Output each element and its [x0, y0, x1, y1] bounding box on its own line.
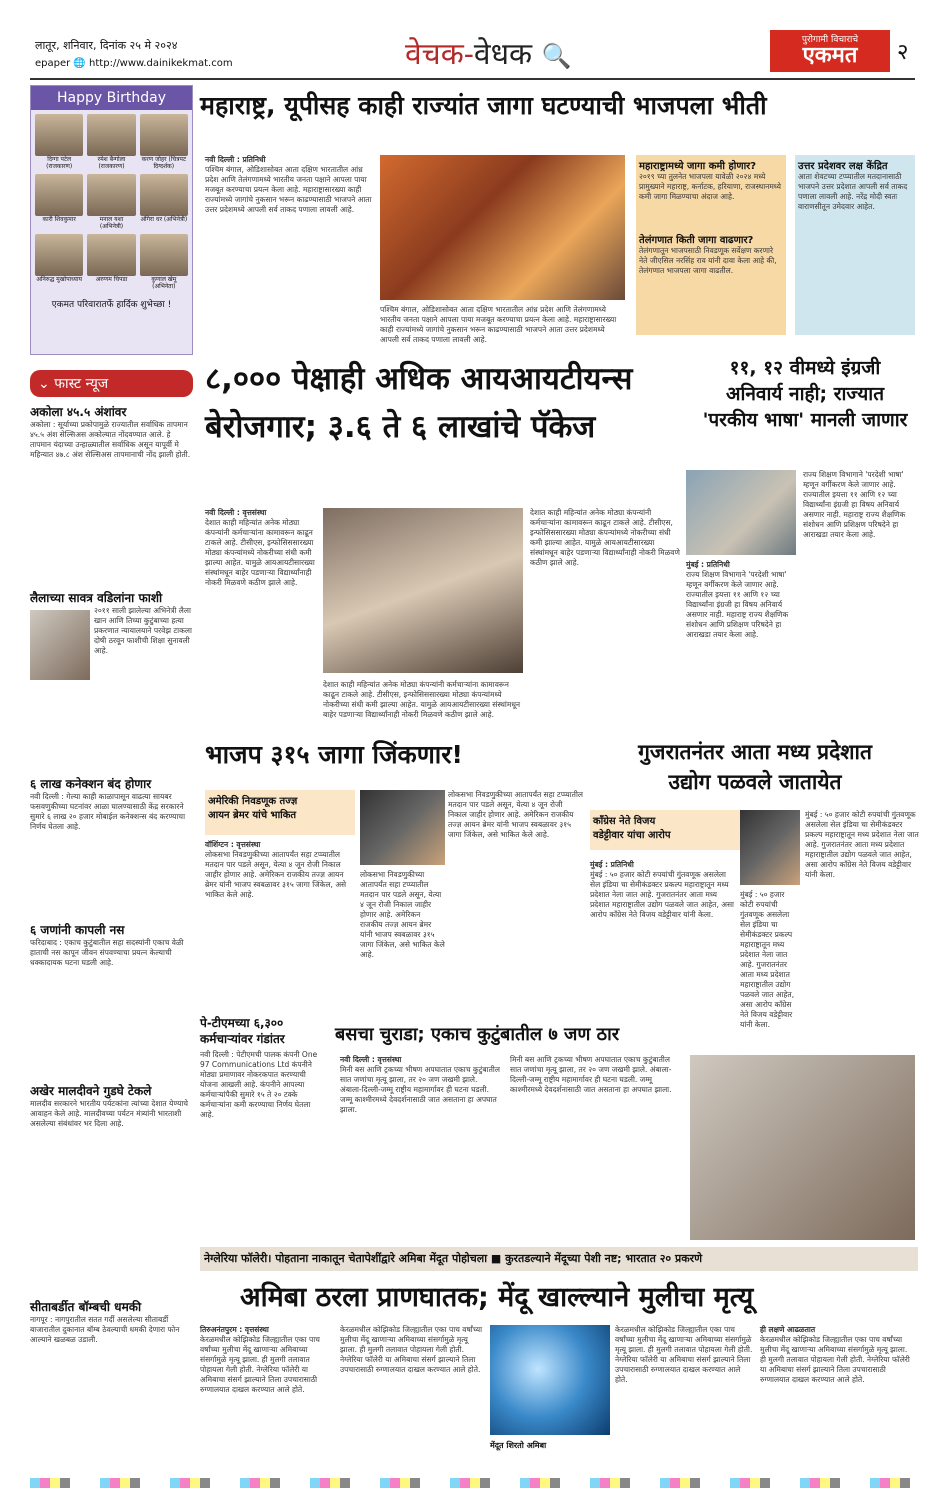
- birthday-person: [140, 234, 188, 290]
- iit-dateline: नवी दिल्ली : वृत्तसंस्था: [205, 508, 267, 517]
- amoeba-side-column: ही लक्षणे आढळतात केरळमधील कोझिकोड जिल्ह्यातील एका पाच वर्षांच्या मुलीचा मेंदू खाणाऱ्या अमिबाच्या संसर्गामुळे मृत्यू झाला. ही मुलगी तलावात पोहायला गेली होती. नेग्लेरिया फॉलेरी या अमिबाचा संसर्ग झाल्याने तिला उपचारासाठी रुग्णालयात दाखल करण्यात आले होते.: [760, 1325, 910, 1384]
- portrait: [140, 174, 188, 216]
- amoeba-body-column: केरळमधील कोझिकोड जिल्ह्यातील एका पाच वर्षांच्या मुलीचा मेंदू खाणाऱ्या अमिबाच्या संसर्गामुळे मृत्यू झाला. ही मुलगी तलावात पोहायला गेली होती. नेग्लेरिया फॉलेरी या अमिबाचा संसर्ग झाल्याने तिला उपचारासाठी रुग्णालयात दाखल करण्यात आले होते.: [340, 1325, 483, 1374]
- ian-bremmer-photo: [360, 790, 445, 865]
- gujarat-body: मुंबई : प्रतिनिधी मुंबई : ५० हजार कोटी रुपयांची गुंतवणूक असलेला सेल इंडिया चा सेमीकंडक्टर प्रकल्प महाराष्ट्रातून मध्य प्रदेशात नेला जात आहे. गुजरातनंतर आता मध्य प्रदेशात महाराष्ट्रातील उद्योग पळवले जात आहेत, असा आरोप काँग्रेस नेते विजय वडेट्टीवार यांनी केला.: [590, 860, 734, 919]
- birthday-person: [87, 234, 135, 290]
- box-body: आता शेवटच्या टप्प्यातील मतदानासाठी भाजपने उत्तर प्रदेशात आपली सर्व ताकद पणाला लावली आहे. नरेंद्र मोदी स्वतः वाराणसीतून उमेदवार आहेत.: [798, 172, 908, 211]
- news-ticker: नेग्लेरिया फॉलेरी। पोहताना नाकातून चेतापेशींद्वारे अमिबा मेंदूत पोहोचला ■ कुरतडल्याने मेंदूच्या पेशी नष्ट; भारतात २० प्रकरणे: [200, 1247, 918, 1271]
- bus-accident-photo: [690, 1055, 915, 1240]
- news-item: [30, 589, 193, 769]
- lead-body: नवी दिल्ली : प्रतिनिधी पश्चिम बंगाल, ओडिशासोबत आता दक्षिण भारतातील आंध्र प्रदेश आणि तेलंगणामध्ये भारतीय जनता पक्षाने आपला पाया मजबूत करण्याचा प्रयत्न केला आहे. महाराष्ट्रासारख्या काही राज्यांमध्ये जागांचे नुकसान भरून काढण्यासाठी भाजपने आता उत्तर प्रदेशमध्ये आपली सर्व ताकद पणाला लावली आहे.: [205, 155, 372, 214]
- birthday-person: [87, 114, 135, 170]
- lead-sidebar-box: [636, 155, 786, 335]
- bus-dateline: नवी दिल्ली : वृत्तसंस्था: [340, 1055, 402, 1064]
- english-body: मुंबई : प्रतिनिधी राज्य शिक्षण विभागाने 'परदेशी भाषा' म्हणून वर्गीकरण केले जाणार आहे. राज्यातील इयत्ता ११ आणि १२ च्या विद्यार्थ्यांना इंग्रजी हा विषय अनिवार्य असणार नाही. महाराष्ट्र राज्य शैक्षणिक संशोधन आणि प्रशिक्षण परिषदेने हा आराखडा तयार केला आहे.: [686, 560, 789, 639]
- iit-headline-line1: ८,००० पेक्षाही अधिक आयआयटीयन्स: [205, 361, 633, 397]
- person-name: अनिरुद्ध मुखोपाध्याय: [36, 276, 82, 283]
- box-body: तेलंगणातून भाजपसाठी निवडणूक सर्वेक्षण करणारे नेते जीएसिल नरसिंह राव यांनी दावा केला आहे की, तेलंगणात भाजपला जागा वाढतील.: [639, 246, 777, 275]
- gujarat-headline-line2: उद्योग पळवले जातायेत: [668, 770, 842, 794]
- masthead-part-b: वेधक: [473, 37, 533, 72]
- masthead: [405, 32, 572, 73]
- person-name: करण जोहर (चित्रपट दिग्दर्शक): [141, 156, 186, 170]
- news-headline: लैलाच्या सावत्र वडिलांना फाशी: [30, 591, 163, 605]
- news-item: [30, 1298, 193, 1458]
- birthday-person: [87, 174, 135, 230]
- person-name: अरुणम चिपडा: [95, 276, 128, 283]
- rally-photo: [380, 155, 625, 300]
- english-headline: [690, 355, 920, 433]
- bus-headline: बसचा चुराडा; एकाच कुटुंबातील ७ जण ठार: [335, 1024, 620, 1045]
- bjp315-body-continued: लोकसभा निवडणुकीच्या आतापर्यंत सहा टप्प्यातील मतदान पार पडले असून, येत्या ४ जून रोजी निकाल जाहीर होणार आहे. अमेरिकन राजकीय तज्ज्ञ आयन ब्रेमर यांनी भाजप स्वबळावर ३१५ जागा जिंकेल, असे भाकित केले आहे.: [360, 870, 445, 959]
- bus-body: नवी दिल्ली : वृत्तसंस्था मिनी बस आणि ट्रकच्या भीषण अपघातात एकाच कुटुंबातील सात जणांचा मृत्यू झाला, तर २० जण जखमी झाले. अंबाला-दिल्ली-जम्मू राष्ट्रीय महामार्गावर ही घटना घडली. जम्मू काश्मीरमध्ये देवदर्शनासाठी जात असताना हा अपघात झाला.: [340, 1055, 500, 1114]
- kicker-line1: काँग्रेस नेते विजय: [593, 816, 656, 827]
- amoeba-headline: अमिबा ठरला प्राणघातक; मेंदू खाल्ल्याने मुलीचा मृत्यू: [240, 1282, 754, 1313]
- portrait: [87, 114, 135, 156]
- birthday-person: [35, 234, 83, 290]
- box-heading: महाराष्ट्रामध्ये जागा कमी होणार?: [639, 161, 757, 172]
- paytm-headline-line1: पे-टीएमच्या ६,३००: [200, 1016, 284, 1030]
- amoeba-caption: मेंदूत शिरतो अमिबा: [490, 1441, 547, 1450]
- bjp315-dateline: वॉशिंग्टन : वृत्तसंस्था: [205, 840, 261, 849]
- lead-dateline: नवी दिल्ली : प्रतिनिधी: [205, 155, 266, 164]
- portrait: [140, 234, 188, 276]
- magnifier-icon: 🔍: [541, 42, 572, 70]
- birthday-person: [140, 114, 188, 170]
- amoeba-microscope-photo: [490, 1325, 610, 1435]
- bjp315-body: वॉशिंग्टन : वृत्तसंस्था लोकसभा निवडणुकीच्या आतापर्यंत सहा टप्प्यातील मतदान पार पडले असून, येत्या ४ जून रोजी निकाल जाहीर होणार आहे. अमेरिकन राजकीय तज्ज्ञ आयन ब्रेमर यांनी भाजप स्वबळावर ३१५ जागा जिंकेल, असे भाकित केले आहे.: [205, 840, 347, 899]
- bus-body-column: मिनी बस आणि ट्रकच्या भीषण अपघातात एकाच कुटुंबातील सात जणांचा मृत्यू झाला, तर २० जण जखमी झाले. अंबाला-दिल्ली-जम्मू राष्ट्रीय महामार्गावर ही घटना घडली. जम्मू काश्मीरमध्ये देवदर्शनासाठी जात असताना हा अपघात झाला.: [510, 1055, 672, 1094]
- news-headline: अकोला ४५.५ अंशांवर: [30, 405, 127, 419]
- english-headline-line1: ११, १२ वीमध्ये इंग्रजी: [729, 357, 881, 379]
- person-name: रमेश बैन्गोला (राजकारण): [97, 156, 126, 170]
- person-name: दिग्गा पटेल (राजकारण): [46, 156, 73, 170]
- fast-news-title: ⌄ फास्ट न्यूज: [30, 370, 193, 397]
- english-dateline: मुंबई : प्रतिनिधी: [686, 560, 730, 569]
- iit-headline: [205, 355, 685, 451]
- vijay-wadettiwar-photo: [740, 810, 800, 885]
- news-headline: अखेर मालदीवने गुडघे टेकले: [30, 1084, 152, 1098]
- brand-tagline: पुरोगामी विचाराचे: [801, 35, 859, 45]
- news-body: नवी दिल्ली : गेल्या काही काळापासून वाढत्या सायबर फसवणुकीच्या घटनांवर आळा घालण्यासाठी केंद्र सरकारने सुमारे ६ लाख २० हजार मोबाईल कनेक्शन्स बंद करण्याचा निर्णय घेतला आहे.: [30, 792, 186, 831]
- paytm-body: नवी दिल्ली : पेटीएमची पालक कंपनी One 97 Communications Ltd कंपनीने मोठ्या प्रमाणावर नोकरकपात करण्याची योजना आखली आहे. कंपनीने आपल्या कर्मचाऱ्यांपैकी सुमारे १५ ते २० टक्के कर्मचाऱ्यांना कमी करण्याचा निर्णय घेतला आहे.: [200, 1050, 318, 1119]
- kicker-line2: आयन ब्रेमर यांचे भाकित: [208, 810, 297, 821]
- gujarat-dateline: मुंबई : प्रतिनिधी: [590, 860, 634, 869]
- person-name: कुणाल खेमू (अभिनेता): [151, 276, 177, 290]
- birthday-person: [140, 174, 188, 230]
- news-headline: ६ लाख कनेक्शन बंद होणार: [30, 777, 152, 791]
- portrait: [140, 114, 188, 156]
- bjp315-kicker: [205, 790, 355, 835]
- news-item: [30, 775, 193, 915]
- birthday-person: [35, 174, 83, 230]
- birthday-title: Happy Birthday: [31, 86, 192, 110]
- header-rule: [30, 78, 915, 80]
- news-body: नागपूर : नागपुरातील सतत गर्दी असलेल्या सीताबर्डी बाजारातील दुकानात बॉम्ब ठेवल्याची धमकी देणारा फोन आल्याने खळबळ उडाली.: [30, 1315, 180, 1344]
- bjp315-body-column: लोकसभा निवडणुकीच्या आतापर्यंत सहा टप्प्यातील मतदान पार पडले असून, येत्या ४ जून रोजी निकाल जाहीर होणार आहे. अमेरिकन राजकीय तज्ज्ञ आयन ब्रेमर यांनी भाजप स्वबळावर ३१५ जागा जिंकेल, असे भाकित केले आहे.: [448, 790, 583, 839]
- classroom-photo: [686, 470, 796, 555]
- box-heading: तेलंगणात किती जागा वाढणार?: [639, 235, 754, 246]
- up-sidebar-box: [795, 155, 915, 335]
- news-headline: सीताबर्डीत बॉम्बची धमकी: [30, 1300, 142, 1314]
- bjp315-headline: भाजप ३१५ जागा जिंकणार!: [205, 740, 463, 769]
- fast-news-column: [30, 370, 193, 1458]
- news-body: मालदीव सरकारने भारतीय पर्यटकांना त्यांच्या देशात येण्याचे आवाहन केले आहे. मालदीवच्या पर्यटन मंत्र्यांनी भारताशी असलेल्या संबंधांवर भर दिला आहे.: [30, 1099, 189, 1128]
- paytm-headline-line2: कर्मचाऱ्यांवर गंडांतर: [200, 1032, 285, 1046]
- english-body-column: राज्य शिक्षण विभागाने 'परदेशी भाषा' म्हणून वर्गीकरण केले जाणार आहे. राज्यातील इयत्ता ११ आणि १२ च्या विद्यार्थ्यांना इंग्रजी हा विषय अनिवार्य असणार नाही. महाराष्ट्र राज्य शैक्षणिक संशोधन आणि प्रशिक्षण परिषदेने हा आराखडा तयार केला आहे.: [803, 470, 906, 539]
- masthead-part-a: वेचक-: [405, 37, 474, 72]
- news-body: अकोला : सूर्याच्या प्रकोपामुळे राज्यातील सर्वाधिक तापमान ४५.५ अंश सेल्सिअस अकोल्यात नोंदवण्यात आले. हे तापमान यंदाच्या उन्हाळ्यातील सर्वाधिक असून यापूर्वी मे महिन्यात ४७.८ अंश सेल्सिअस तापमानाची नोंद झाली होती.: [30, 420, 191, 459]
- brand-logo: [770, 30, 890, 72]
- portrait: [35, 234, 83, 276]
- epaper-link[interactable]: epaper 🌐 http://www.dainikekmat.com: [35, 58, 233, 69]
- brand-name: एकमत: [802, 43, 858, 68]
- person-name: कारी शिवकुमार: [42, 216, 76, 223]
- iit-body-column: देशात काही महिन्यांत अनेक मोठ्या कंपन्यांनी कर्मचाऱ्यांना कामावरून काढून टाकले आहे. टीसीएस, इन्फोसिससारख्या मोठ्या कंपन्यांमध्ये नोकरीच्या संधी कमी झाल्या आहेत. यामुळे आयआयटीसारख्या संस्थांमधून बाहेर पडणाऱ्या विद्यार्थ्यांनाही नोकरी मिळवणे कठीण झाले आहे.: [530, 508, 680, 567]
- iit-body-continued: देशात काही महिन्यांत अनेक मोठ्या कंपन्यांनी कर्मचाऱ्यांना कामावरून काढून टाकले आहे. टीसीएस, इन्फोसिससारख्या मोठ्या कंपन्यांमध्ये नोकरीच्या संधी कमी झाल्या आहेत. यामुळे आयआयटीसारख्या संस्थांमधून बाहेर पडणाऱ्या विद्यार्थ्यांनाही नोकरी मिळवणे कठीण झाले आहे.: [323, 680, 521, 719]
- birthday-grid: [31, 110, 192, 294]
- gujarat-kicker: [590, 810, 740, 850]
- english-headline-line3: 'परकीय भाषा' मानली जाणार: [702, 409, 908, 431]
- amoeba-body: तिरुअनंतपुरम : वृत्तसंस्था केरळमधील कोझिकोड जिल्ह्यातील एका पाच वर्षांच्या मुलीचा मेंदू खाणाऱ्या अमिबाच्या संसर्गामुळे मृत्यू झाला. ही मुलगी तलावात पोहायला गेली होती. नेग्लेरिया फॉलेरी या अमिबाचा संसर्ग झाल्याने तिला उपचारासाठी रुग्णालयात दाखल करण्यात आले होते.: [200, 1325, 320, 1394]
- paytm-headline: [200, 1015, 325, 1047]
- person-name: अंगिरा धर (अभिनेत्री): [140, 216, 188, 223]
- birthday-person: [35, 114, 83, 170]
- iit-headline-line2: बेरोजगार; ३.६ ते ६ लाखांचे पॅकेज: [205, 409, 596, 445]
- portrait: [35, 114, 83, 156]
- gujarat-body-column: मुंबई : ५० हजार कोटी रुपयांची गुंतवणूक असलेला सेल इंडिया चा सेमीकंडक्टर प्रकल्प महाराष्ट्रातून मध्य प्रदेशात नेला जात आहे. गुजरातनंतर आता मध्य प्रदेशात महाराष्ट्रातील उद्योग पळवले जात आहेत, असा आरोप काँग्रेस नेते विजय वडेट्टीवार यांनी केला.: [805, 810, 919, 879]
- portrait: [30, 610, 90, 680]
- gujarat-headline: [590, 737, 920, 797]
- page-number: २: [897, 40, 909, 65]
- birthday-footer: एकमत परिवारातर्फे हार्दिक शुभेच्छा !: [51, 300, 172, 310]
- person-name: मनाल यशा (अभिनेत्री): [99, 216, 124, 230]
- iit-body: नवी दिल्ली : वृत्तसंस्था देशात काही महिन्यांत अनेक मोठ्या कंपन्यांनी कर्मचाऱ्यांना कामावरून काढून टाकले आहे. टीसीएस, इन्फोसिससारख्या मोठ्या कंपन्यांमध्ये नोकरीच्या संधी कमी झाल्या आहेत. यामुळे आयआयटीसारख्या संस्थांमधून बाहेर पडणाऱ्या विद्यार्थ्यांनाही नोकरी मिळवणे कठीण झाले आहे.: [205, 508, 315, 587]
- news-body: २०११ साली झालेल्या अभिनेत्री लैला खान आणि तिच्या कुटुंबाच्या हत्या प्रकरणात न्यायालयाने परवेझ टाकला दोषी ठरवून फाशीची शिक्षा सुनावली आहे.: [94, 606, 192, 655]
- gujarat-headline-line1: गुजरातनंतर आता मध्य प्रदेशात: [638, 740, 872, 764]
- gujarat-body-continued: मुंबई : ५० हजार कोटी रुपयांची गुंतवणूक असलेला सेल इंडिया चा सेमीकंडक्टर प्रकल्प महाराष्ट्रातून मध्य प्रदेशात नेला जात आहे. गुजरातनंतर आता मध्य प्रदेशात महाराष्ट्रातील उद्योग पळवले जात आहेत, असा आरोप काँग्रेस नेते विजय वडेट्टीवार यांनी केला.: [740, 890, 795, 1029]
- portrait: [35, 174, 83, 216]
- news-body: फरिदाबाद : एकाच कुटुंबातील सहा सदस्यांनी एकाच वेळी हाताची नस कापून जीवन संपवण्याचा प्रयत्न केल्याची धक्कादायक घटना घडली आहे.: [30, 938, 184, 967]
- portrait: [87, 234, 135, 276]
- amoeba-body-column: केरळमधील कोझिकोड जिल्ह्यातील एका पाच वर्षांच्या मुलीचा मेंदू खाणाऱ्या अमिबाच्या संसर्गामुळे मृत्यू झाला. ही मुलगी तलावात पोहायला गेली होती. नेग्लेरिया फॉलेरी या अमिबाचा संसर्ग झाल्याने तिला उपचारासाठी रुग्णालयात दाखल करण्यात आले होते.: [615, 1325, 753, 1384]
- news-item: [30, 921, 193, 1076]
- portrait: [87, 174, 135, 216]
- crowd-photo: [323, 508, 523, 673]
- kicker-line1: अमेरिकी निवडणूक तज्ज्ञ: [208, 796, 298, 807]
- lead-headline: महाराष्ट्र, यूपीसह काही राज्यांत जागा घटण्याची भाजपला भीती: [200, 91, 767, 120]
- english-headline-line2: अनिवार्य नाही; राज्यात: [725, 383, 885, 405]
- kicker-line2: वडेट्टीवार यांचा आरोप: [593, 830, 671, 841]
- box-heading: उत्तर प्रदेशवर लक्ष केंद्रित: [798, 161, 888, 172]
- lead-body-continued: पश्चिम बंगाल, ओडिशासोबत आता दक्षिण भारतातील आंध्र प्रदेश आणि तेलंगणामध्ये भारतीय जनता पक्षाने आपला पाया मजबूत करण्याचा प्रयत्न केला आहे. महाराष्ट्रासारख्या काही राज्यांमध्ये जागांचे नुकसान भरून काढण्यासाठी भाजपने आता उत्तर प्रदेशमध्ये आपली सर्व ताकद पणाला लावली आहे.: [380, 305, 617, 344]
- box-body: २०१९ च्या तुलनेत भाजपला यावेळी २०२४ मध्ये प्रामुख्याने महाराष्ट्र, कर्नाटक, हरियाणा, राजस्थानमध्ये कमी जागा मिळण्याचा अंदाज आहे.: [639, 172, 781, 201]
- news-headline: ६ जणांनी कापली नस: [30, 923, 125, 937]
- amoeba-dateline: तिरुअनंतपुरम : वृत्तसंस्था: [200, 1325, 269, 1334]
- news-item: [30, 403, 193, 583]
- dateline: लातूर, शनिवार, दिनांक २५ मे २०२४: [35, 39, 178, 52]
- news-item: [30, 1082, 193, 1292]
- color-registration-strip: [30, 1478, 915, 1488]
- amoeba-side-heading: ही लक्षणे आढळतात: [760, 1325, 816, 1334]
- birthday-box: [30, 85, 193, 355]
